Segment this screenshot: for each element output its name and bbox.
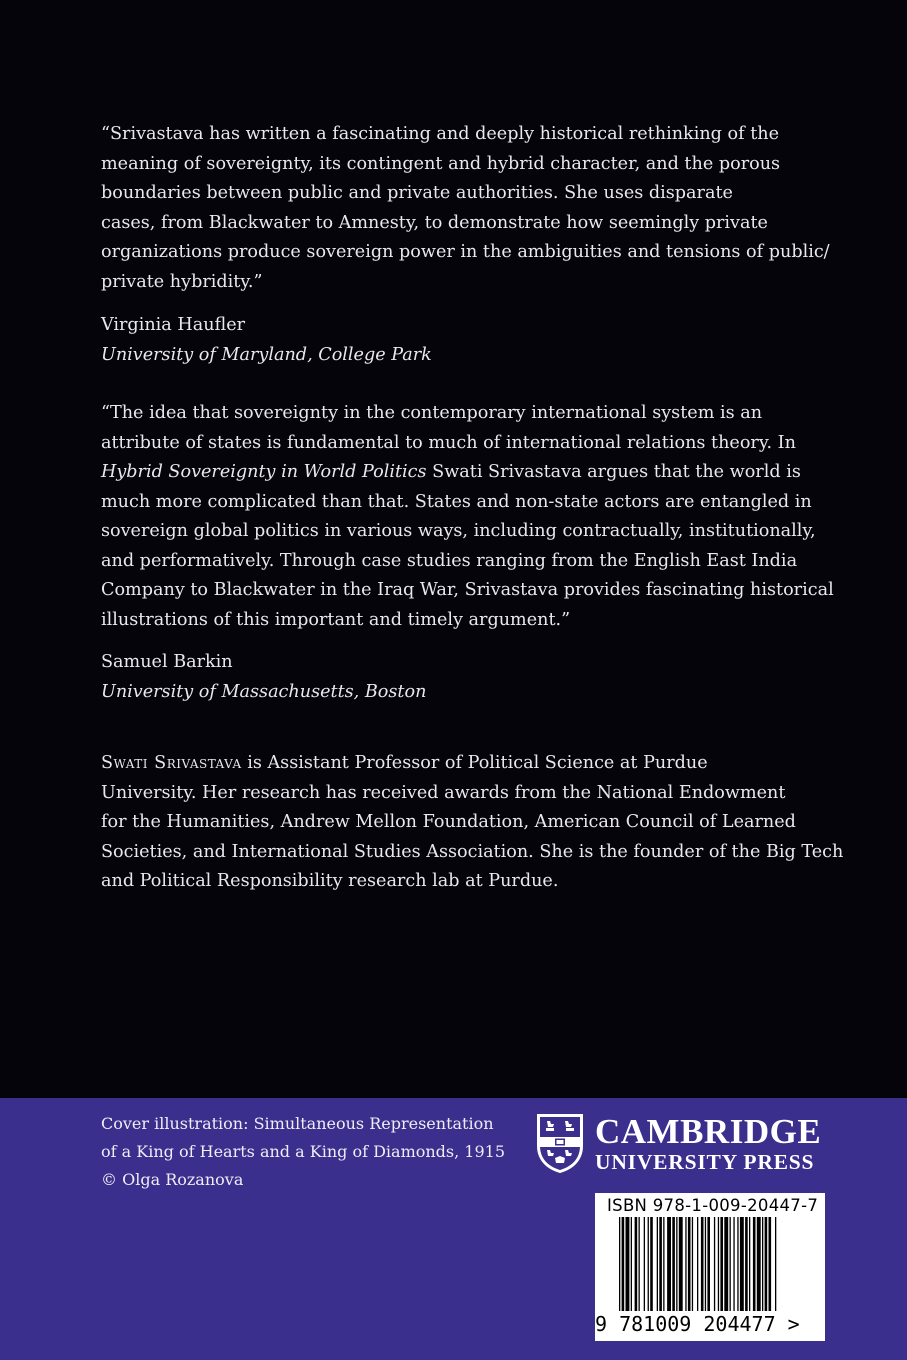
quote2-line: and performatively. Through case studies ranging from the English East India <box>101 550 798 571</box>
barcode-bars <box>603 1217 817 1313</box>
barcode-bar <box>745 1217 748 1311</box>
quote2-line: much more complicated than that. States and non-state actors are entangled in <box>101 491 812 512</box>
quote2-line: illustrations of this important and timely argument.” <box>101 609 571 630</box>
quote1-line: meaning of sovereignty, its contingent and hybrid character, and the porous <box>101 153 781 174</box>
bio-line: University. Her research has received awards from the National Endowment <box>101 782 786 803</box>
barcode-bar <box>657 1217 658 1311</box>
publisher-press: UNIVERSITY PRESS <box>595 1150 815 1174</box>
barcode-bar <box>663 1217 664 1311</box>
barcode-bar <box>707 1217 710 1311</box>
barcode-bar <box>718 1217 719 1311</box>
barcode-bar <box>740 1217 744 1311</box>
bio-line: Societies, and International Studies Association. She is the founder of the Big Tech <box>101 841 844 862</box>
barcode-bar <box>685 1217 686 1311</box>
barcode-bar <box>676 1217 677 1311</box>
barcode-bar <box>765 1217 768 1311</box>
barcode-bar <box>705 1217 706 1311</box>
endorsement-attribution-1 <box>101 311 432 370</box>
bio-line-rest: is Assistant Professor of Political Science at Purdue <box>241 753 708 773</box>
barcode-bar <box>639 1217 640 1311</box>
publisher-logo <box>535 1112 835 1180</box>
endorsement-quote-2 <box>101 399 834 635</box>
author-name: Swati Srivastava <box>101 753 242 773</box>
barcode-bar <box>737 1217 738 1311</box>
barcode-bar <box>650 1217 653 1311</box>
barcode-bar <box>619 1217 620 1311</box>
quote2-line: attribute of states is fundamental to much of international relations theory. In <box>101 432 796 453</box>
quote1-line: “Srivastava has written a fascinating and deeply historical rethinking of the <box>101 124 780 144</box>
endorser-name: Virginia Haufler <box>101 315 246 335</box>
author-bio <box>101 749 844 897</box>
barcode-bar <box>733 1217 734 1311</box>
quote2-line-rest: Swati Srivastava argues that the world is <box>426 462 801 482</box>
barcode-bar <box>701 1217 704 1311</box>
endorsement-quote-1 <box>101 120 831 297</box>
credit-line: of a King of Hearts and a King of Diamonds, 1915 <box>101 1142 506 1161</box>
barcode-bar <box>667 1217 671 1311</box>
barcode-bar <box>631 1217 632 1311</box>
bio-line: for the Humanities, Andrew Mellon Foundation, American Council of Learned <box>101 812 796 832</box>
barcode-bar <box>749 1217 750 1311</box>
barcode-bar <box>644 1217 645 1311</box>
barcode-bar <box>626 1217 630 1311</box>
barcode-bar <box>679 1217 683 1311</box>
quote1-line: boundaries between public and private authorities. She uses disparate <box>101 183 733 203</box>
barcode-bar <box>688 1217 691 1311</box>
cover-illustration-credit <box>101 1110 506 1194</box>
barcode-bar <box>714 1217 715 1311</box>
barcode-bar <box>692 1217 693 1311</box>
barcode-bar <box>697 1217 698 1311</box>
cambridge-shield-icon <box>535 1112 585 1174</box>
endorser-name: Samuel Barkin <box>101 652 233 672</box>
bio-line <box>101 749 831 779</box>
barcode-bar <box>720 1217 723 1311</box>
quote2-line: sovereign global politics in various ways, including contractually, institutionally, <box>101 521 816 541</box>
quote2-line: Company to Blackwater in the Iraq War, Srivastava provides fascinating historical <box>101 580 834 600</box>
credit-line: Cover illustration: Simultaneous Representation <box>101 1114 494 1133</box>
barcode-bar <box>753 1217 756 1311</box>
quote2-line <box>101 458 831 488</box>
endorser-affiliation: University of Massachusetts, Boston <box>101 681 427 702</box>
endorsement-attribution-2 <box>101 648 426 707</box>
barcode-bar <box>659 1217 662 1311</box>
barcode-bar <box>648 1217 649 1311</box>
isbn-barcode <box>595 1193 825 1341</box>
barcode-bar <box>757 1217 761 1311</box>
credit-line: © Olga Rozanova <box>101 1170 244 1189</box>
barcode-digits: 9 781009 204477 > <box>595 1312 800 1336</box>
barcode-bar <box>622 1217 625 1311</box>
publisher-name: CAMBRIDGE <box>595 1112 822 1151</box>
book-title: Hybrid Sovereignty in World Politics <box>101 462 427 482</box>
barcode-bar <box>672 1217 675 1311</box>
quote1-line: organizations produce sovereign power in the ambiguities and tensions of public/ <box>101 242 830 262</box>
quote1-line: cases, from Blackwater to Amnesty, to demonstrate how seemingly private <box>101 212 768 233</box>
isbn-label: ISBN 978-1-009-20447-7 <box>607 1196 819 1215</box>
barcode-bar <box>724 1217 728 1311</box>
endorser-affiliation: University of Maryland, College Park <box>101 344 432 365</box>
barcode-bar <box>769 1217 772 1311</box>
quote2-line: “The idea that sovereignty in the contemporary international system is an <box>101 403 763 423</box>
barcode-bar <box>635 1217 638 1311</box>
bio-line: and Political Responsibility research lab at Purdue. <box>101 871 559 891</box>
quote1-line: private hybridity.” <box>101 271 263 292</box>
barcode-bar <box>775 1217 776 1311</box>
barcode-bar <box>762 1217 763 1311</box>
barcode-bar <box>730 1217 731 1311</box>
